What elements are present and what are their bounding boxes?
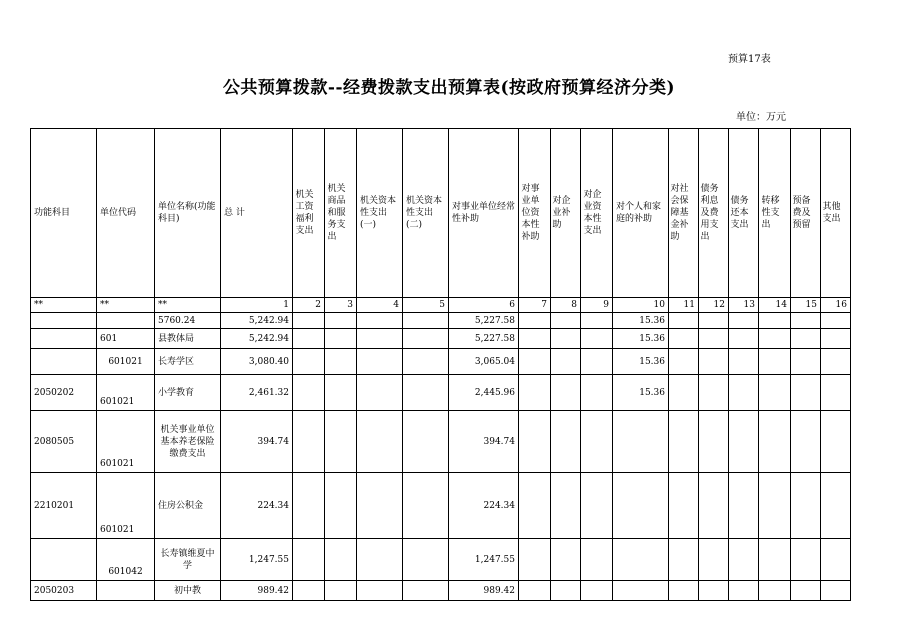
amount-cell [791,473,821,539]
index-cell: 13 [729,298,759,313]
unit-name-cell: 县教体局 [155,329,221,349]
amount-cell [519,329,551,349]
page-title: 公共预算拨款--经费拨款支出预算表(按政府预算经济分类) [222,78,676,98]
amount-cell [821,473,851,539]
amount-cell [357,375,403,411]
index-cell: 14 [759,298,791,313]
index-cell: 2 [293,298,325,313]
amount-cell [821,349,851,375]
unit-name-cell: 5760.24 [155,313,221,329]
function-code-cell: 2210201 [31,473,97,539]
amount-cell [669,349,699,375]
amount-cell [699,473,729,539]
index-cell: 6 [449,298,519,313]
amount-cell [519,539,551,581]
amount-cell [729,329,759,349]
amount-cell [293,581,325,601]
amount-cell [581,411,613,473]
amount-cell [551,581,581,601]
amount-cell [325,473,357,539]
amount-cell [551,375,581,411]
index-cell: 3 [325,298,357,313]
table-row [31,581,851,601]
amount-cell [759,329,791,349]
amount-cell [357,329,403,349]
header-cell: 单位代码 [97,129,155,298]
unit-code-cell [97,581,155,601]
amount-cell [357,349,403,375]
amount-cell [403,349,449,375]
index-cell: ** [31,298,97,313]
unit-code-cell: 601 [97,329,155,349]
amount-cell [759,473,791,539]
amount-cell [791,539,821,581]
amount-cell [699,375,729,411]
index-cell: 12 [699,298,729,313]
amount-cell [791,329,821,349]
unit-name-cell: 小学教育 [155,375,221,411]
header-cell: 机关资本性支出(二) [403,129,449,298]
header-cell: 机关工资福利支出 [293,129,325,298]
amount-cell [403,411,449,473]
amount-cell [325,349,357,375]
table-row [31,411,851,473]
amount-cell [821,581,851,601]
amount-cell [581,539,613,581]
amount-cell [551,473,581,539]
amount-cell [821,329,851,349]
index-cell: 4 [357,298,403,313]
amount-cell [551,329,581,349]
table-row [31,349,851,375]
amount-cell [669,375,699,411]
amount-cell: 15.36 [613,329,669,349]
amount-cell [729,411,759,473]
header-cell: 对事业单位资本性补助 [519,129,551,298]
form-number: 预算17表 [728,54,771,65]
amount-cell [729,581,759,601]
amount-cell: 3,065.04 [449,349,519,375]
amount-cell [699,539,729,581]
unit-code-cell: 601042 [97,539,155,581]
amount-cell: 224.34 [449,473,519,539]
header-cell: 对企业资本性支出 [581,129,613,298]
total-cell: 394.74 [221,411,293,473]
amount-cell [791,349,821,375]
amount-cell [613,473,669,539]
amount-cell [581,581,613,601]
table-row [31,329,851,349]
amount-cell: 15.36 [613,375,669,411]
unit-code-cell: 601021 [97,375,155,411]
amount-cell [519,411,551,473]
total-cell: 5,242.94 [221,313,293,329]
amount-cell [699,329,729,349]
header-cell: 功能科目 [31,129,97,298]
header-cell: 对企业补助 [551,129,581,298]
amount-cell [403,581,449,601]
amount-cell [519,473,551,539]
amount-cell [613,539,669,581]
index-cell: 8 [551,298,581,313]
amount-cell [699,313,729,329]
amount-cell [551,539,581,581]
header-row [31,129,851,298]
index-cell: 10 [613,298,669,313]
amount-cell: 15.36 [613,313,669,329]
amount-cell [759,313,791,329]
table-row [31,375,851,411]
amount-cell [293,313,325,329]
amount-cell [551,349,581,375]
amount-cell [403,313,449,329]
header-cell: 预备费及预留 [791,129,821,298]
amount-cell [293,473,325,539]
amount-cell [293,411,325,473]
unit-code-cell: 601021 [97,473,155,539]
amount-cell [613,581,669,601]
amount-cell [357,539,403,581]
header-cell: 其他支出 [821,129,851,298]
amount-cell [759,349,791,375]
budget-table [30,128,851,601]
amount-cell [729,539,759,581]
unit-code-cell [97,313,155,329]
amount-cell [669,581,699,601]
header-cell: 对事业单位经常性补助 [449,129,519,298]
amount-cell [669,313,699,329]
index-cell: ** [155,298,221,313]
amount-cell [403,539,449,581]
header-cell: 机关资本性支出(一) [357,129,403,298]
amount-cell [325,581,357,601]
amount-cell [551,313,581,329]
header-cell: 债务利息及费用支出 [699,129,729,298]
amount-cell [325,329,357,349]
total-cell: 1,247.55 [221,539,293,581]
amount-cell [325,539,357,581]
amount-cell [791,581,821,601]
amount-cell [357,313,403,329]
amount-cell: 394.74 [449,411,519,473]
amount-cell [699,581,729,601]
amount-cell: 1,247.55 [449,539,519,581]
unit-name-cell: 长寿学区 [155,349,221,375]
amount-cell [759,411,791,473]
amount-cell [581,349,613,375]
index-cell: 5 [403,298,449,313]
amount-cell [551,411,581,473]
header-cell: 单位名称(功能科目) [155,129,221,298]
amount-cell [699,411,729,473]
amount-cell [519,581,551,601]
amount-cell [581,329,613,349]
total-cell: 5,242.94 [221,329,293,349]
unit-name-cell: 住房公积金 [155,473,221,539]
amount-cell [729,473,759,539]
amount-cell [821,375,851,411]
amount-cell [729,349,759,375]
amount-cell [821,313,851,329]
amount-cell [729,375,759,411]
amount-cell [759,581,791,601]
unit-name-cell: 初中教 [155,581,221,601]
amount-cell [791,313,821,329]
function-code-cell [31,349,97,375]
amount-cell [729,313,759,329]
header-cell: 机关商品和服务支出 [325,129,357,298]
header-cell: 转移性支出 [759,129,791,298]
index-cell: 16 [821,298,851,313]
amount-cell [403,375,449,411]
header-cell: 总 计 [221,129,293,298]
header-cell: 对个人和家庭的补助 [613,129,669,298]
function-code-cell: 2050203 [31,581,97,601]
index-cell: 9 [581,298,613,313]
amount-cell [357,581,403,601]
amount-cell [791,411,821,473]
amount-cell [821,539,851,581]
amount-cell [325,375,357,411]
function-code-cell [31,329,97,349]
amount-cell [581,375,613,411]
total-cell: 224.34 [221,473,293,539]
function-code-cell: 2050202 [31,375,97,411]
table-row [31,539,851,581]
unit-code-cell: 601021 [97,349,155,375]
header-cell: 对社会保障基金补助 [669,129,699,298]
index-cell: ** [97,298,155,313]
amount-cell [293,375,325,411]
unit-name-cell: 机关事业单位基本养老保险缴费支出 [155,411,221,473]
index-row [31,298,851,313]
function-code-cell [31,539,97,581]
amount-cell [519,375,551,411]
index-cell: 7 [519,298,551,313]
amount-cell [699,349,729,375]
amount-cell [519,349,551,375]
amount-cell [791,375,821,411]
amount-cell: 15.36 [613,349,669,375]
function-code-cell [31,313,97,329]
amount-cell [357,411,403,473]
total-cell: 2,461.32 [221,375,293,411]
amount-cell [325,313,357,329]
amount-cell [669,411,699,473]
index-cell: 1 [221,298,293,313]
amount-cell [519,313,551,329]
header-cell: 债务还本支出 [729,129,759,298]
amount-cell [293,349,325,375]
function-code-cell: 2080505 [31,411,97,473]
amount-cell: 2,445.96 [449,375,519,411]
table-row [31,313,851,329]
amount-cell [357,473,403,539]
amount-cell [293,329,325,349]
total-cell: 989.42 [221,581,293,601]
amount-cell: 989.42 [449,581,519,601]
amount-cell [581,313,613,329]
amount-cell [581,473,613,539]
unit-name-cell: 长寿镇维夏中学 [155,539,221,581]
unit-label: 单位：万元 [736,112,786,123]
total-cell: 3,080.40 [221,349,293,375]
amount-cell [821,411,851,473]
amount-cell [759,375,791,411]
amount-cell [325,411,357,473]
index-cell: 15 [791,298,821,313]
amount-cell: 5,227.58 [449,329,519,349]
amount-cell: 5,227.58 [449,313,519,329]
amount-cell [669,329,699,349]
amount-cell [613,411,669,473]
table-row [31,473,851,539]
amount-cell [669,539,699,581]
amount-cell [759,539,791,581]
unit-code-cell: 601021 [97,411,155,473]
index-cell: 11 [669,298,699,313]
amount-cell [669,473,699,539]
amount-cell [403,329,449,349]
amount-cell [403,473,449,539]
amount-cell [293,539,325,581]
